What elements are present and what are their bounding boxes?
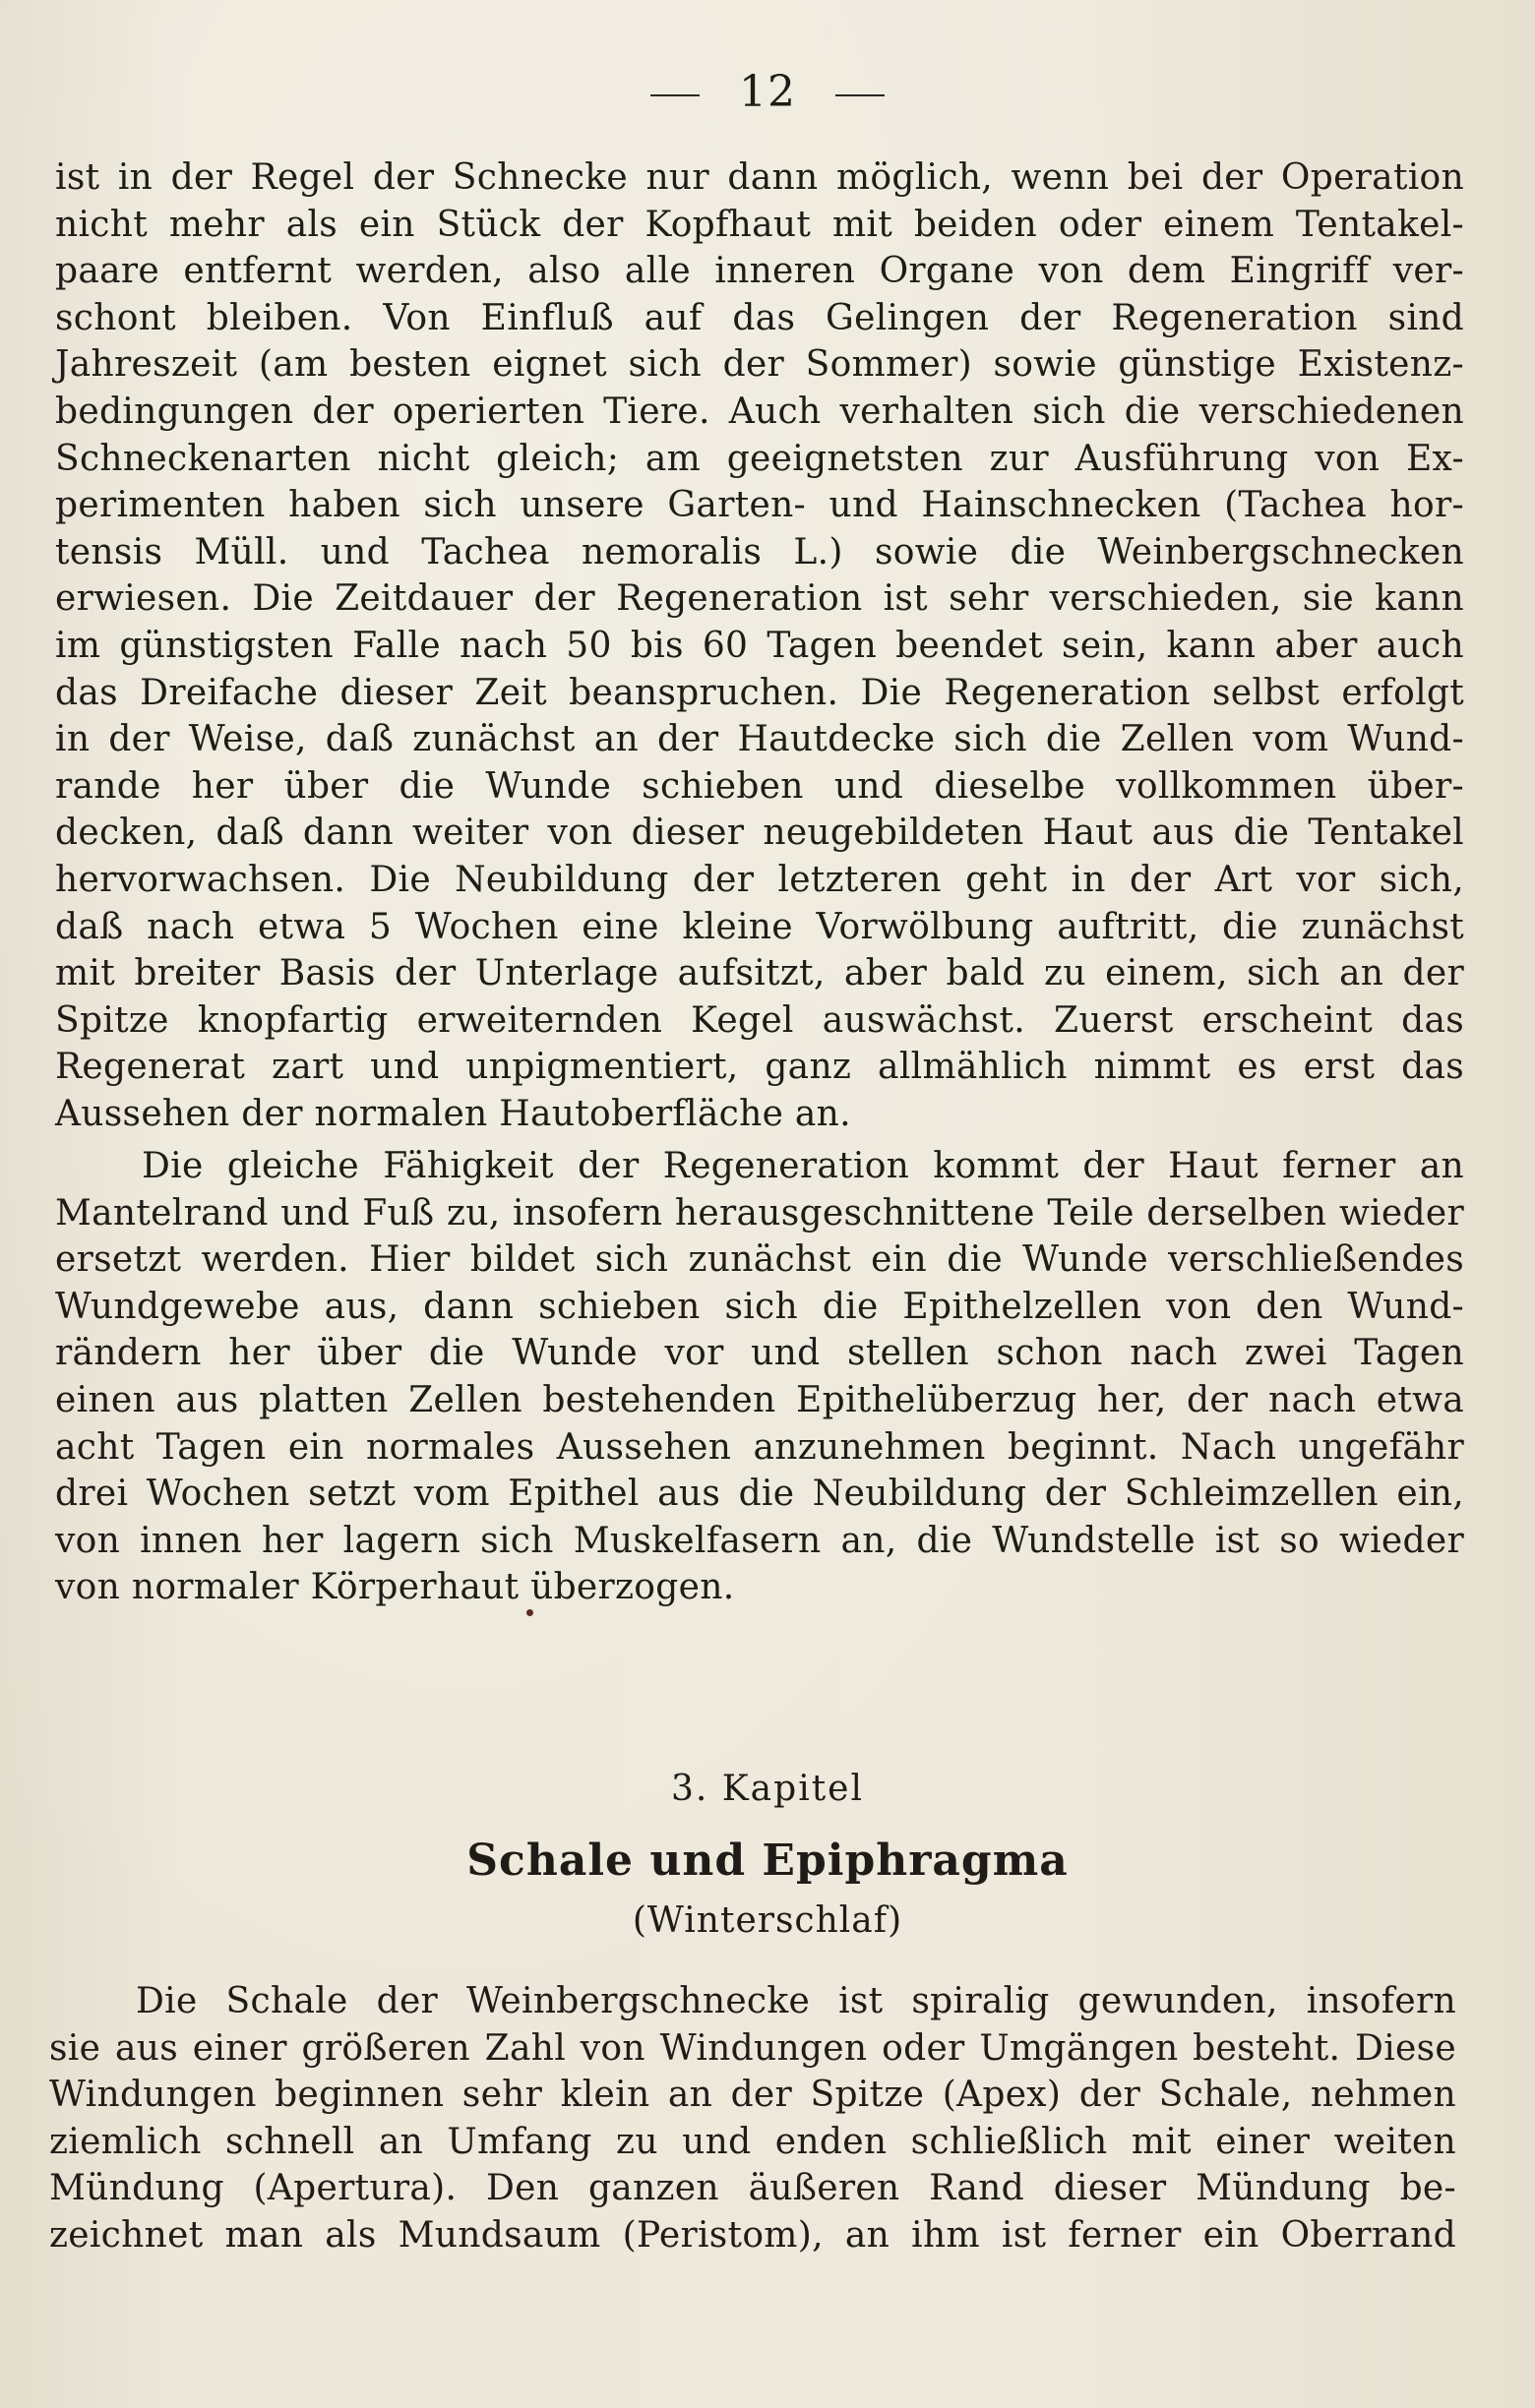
text-line: im günstigsten Falle nach 50 bis 60 Tagen beendet sein, kann aber auch [55,625,1464,666]
text-line: von normaler Körperhaut überzogen. [55,1567,735,1608]
text-line: einen aus platten Zellen bestehenden Epithelüberzug her, der nach etwa [55,1379,1464,1420]
text-line: zeichnet man als Mundsaum (Peristom), an ihm ist ferner ein Oberrand [49,2214,1456,2256]
text-line: drei Wochen setzt vom Epithel aus die Neubildung der Schleimzellen ein, [55,1474,1464,1515]
text-line: Mündung (Apertura). Den ganzen äußeren Rand dieser Mündung be- [49,2168,1456,2209]
text-line: acht Tagen ein normales Aussehen anzunehmen beginnt. Nach ungefähr [55,1426,1464,1468]
chapter-title: Schale und Epiphragma [466,1836,1069,1886]
paragraph-shell [49,1978,1456,2259]
text-line: schont bleiben. Von Einfluß auf das Gelingen der Regeneration sind [55,297,1464,338]
text-line: nicht mehr als ein Stück der Kopfhaut mit beiden oder einem Tentakel- [55,204,1464,245]
text-line: Windungen beginnen sehr klein an der Spitze (Apex) der Schale, nehmen [49,2075,1456,2116]
paragraph-regeneration-skin [55,1143,1464,1611]
paragraph-continued [55,154,1464,1137]
text-line: daß nach etwa 5 Wochen eine kleine Vorwölbung auftritt, die zunächst [55,906,1464,947]
text-line: von innen her lagern sich Muskelfasern an, die Wundstelle ist so wieder [55,1520,1464,1561]
text-line: perimenten haben sich unsere Garten- und Hainschnecken (Tachea hor- [55,485,1464,526]
text-line: Jahreszeit (am besten eignet sich der Sommer) sowie günstige Existenz- [55,344,1464,386]
text-line: tensis Müll. und Tachea nemoralis L.) sowie die Weinbergschnecken [55,531,1464,572]
text-line: das Dreifache dieser Zeit beanspruchen. Die Regeneration selbst erfolgt [55,672,1464,713]
text-line: rändern her über die Wunde vor und stellen schon nach zwei Tagen [55,1333,1464,1374]
right-dash [835,94,885,96]
page-number: 12 [739,67,796,117]
text-line: mit breiter Basis der Unterlage aufsitzt, aber bald zu einem, sich an der [55,953,1464,994]
text-line: bedingungen der operierten Tiere. Auch verhalten sich die verschiedenen [55,391,1464,432]
text-line: Schneckenarten nicht gleich; am geeignetsten zur Ausführung von Ex- [55,438,1464,479]
text-line: ersetzt werden. Hier bildet sich zunächst ein die Wunde verschließendes [55,1239,1464,1281]
text-line: ziemlich schnell an Umfang zu und enden schließlich mit einer weiten [49,2121,1456,2162]
text-line: erwiesen. Die Zeitdauer der Regeneration ist sehr verschieden, sie kann [55,578,1464,620]
text-line: hervorwachsen. Die Neubildung der letzteren geht in der Art vor sich, [55,859,1464,900]
text-line: Wundgewebe aus, dann schieben sich die Epithelzellen von den Wund- [55,1286,1464,1327]
page-number-header [0,67,1535,117]
text-line: decken, daß dann weiter von dieser neugebildeten Haut aus die Tentakel [55,813,1464,854]
text-line: Regenerat zart und unpigmentiert, ganz allmählich nimmt es erst das [55,1047,1464,1088]
text-line: Die Schale der Weinbergschnecke ist spiralig gewunden, insofern [136,1981,1456,2021]
text-line: Aussehen der normalen Hautoberfläche an. [55,1093,851,1134]
left-dash [650,94,700,96]
text-line: sie aus einer größeren Zahl von Windungen oder Umgängen besteht. Diese [49,2027,1456,2069]
text-line: paare entfernt werden, also alle inneren Organe von dem Eingriff ver- [55,251,1464,292]
ink-speck [526,1609,533,1616]
text-line: rande her über die Wunde schieben und dieselbe vollkommen über- [55,765,1464,807]
text-line: Die gleiche Fähigkeit der Regeneration kommt der Haut ferner an [142,1146,1464,1186]
text-line: Spitze knopfartig erweiternden Kegel auswächst. Zuerst erscheint das [55,999,1464,1041]
chapter-subtitle: (Winterschlaf) [632,1900,903,1941]
text-line: Mantelrand und Fuß zu, insofern herausgeschnittene Teile derselben wieder [55,1192,1464,1234]
text-line: in der Weise, daß zunächst an der Hautdecke sich die Zellen vom Wund- [55,719,1464,760]
chapter-number: 3. Kapitel [671,1769,864,1809]
text-line: ist in der Regel der Schnecke nur dann möglich, wenn bei der Operation [55,157,1464,198]
